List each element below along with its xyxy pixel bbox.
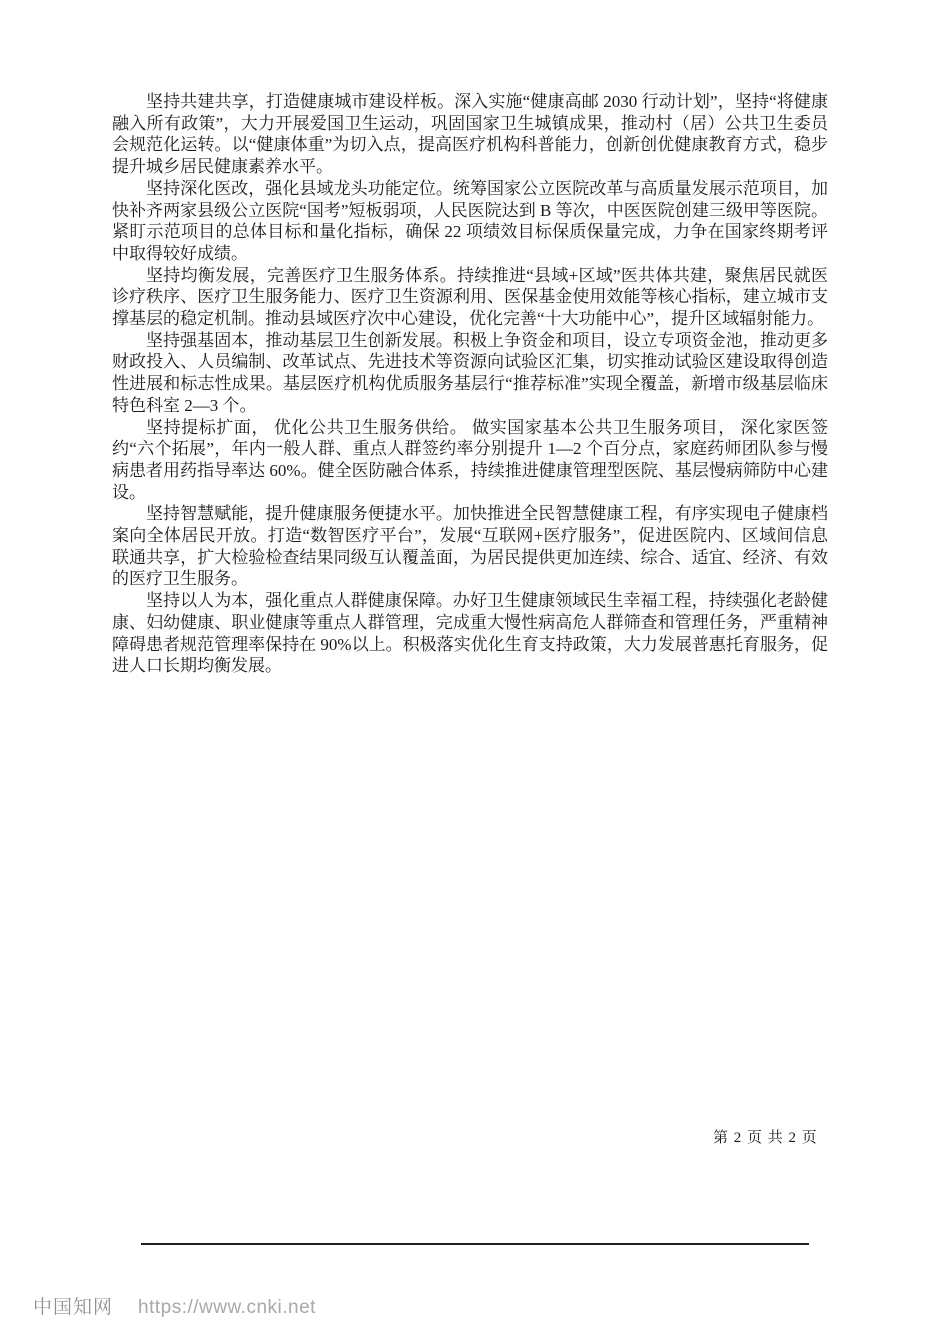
paragraph-medical-reform: 坚持深化医改，强化县域龙头功能定位。统筹国家公立医院改革与高质量发展示范项目，加快补齐两家县级公立医院“国考”短板弱项，人民医院达到 B 等次，中医医院创建三级甲等医院。紧盯示范项目的总体目标和量化指标，确保 22 项绩效目标保质保量完成，力争在国家终期考评中取得较好成绩。 — [112, 178, 828, 263]
cnki-logo-text: 中国知网 — [33, 1297, 114, 1318]
page-number: 第 2 页 共 2 页 — [713, 1130, 818, 1146]
paragraph-smart-health: 坚持智慧赋能，提升健康服务便捷水平。加快推进全民智慧健康工程，有序实现电子健康档案向全体居民开放。打造“数智医疗平台”，发展“互联网+医疗服务”，促进医院内、区域间信息联通共享，扩大检验检查结果同级互认覆盖面，为居民提供更加连续、综合、适宜、经济、有效的医疗卫生服务。 — [112, 504, 828, 589]
cnki-url-text: https://www.cnki.net — [138, 1297, 316, 1318]
document-body — [112, 91, 828, 677]
paragraph-people-oriented: 坚持以人为本，强化重点人群健康保障。办好卫生健康领域民生幸福工程，持续强化老龄健康、妇幼健康、职业健康等重点人群管理，完成重大慢性病高危人群筛查和管理任务，严重精神障碍患者规范管理率保持在 90%以上。积极落实优化生育支持政策，大力发展普惠托育服务，促进人口长期均衡发展。 — [112, 591, 828, 676]
paragraph-balanced-development: 坚持均衡发展，完善医疗卫生服务体系。持续推进“县域+区域”医共体共建，聚焦居民就医诊疗秩序、医疗卫生服务能力、医疗卫生资源利用、医保基金使用效能等核心指标，建立城市支撑基层的稳定机制。推动县域医疗次中心建设，优化完善“十大功能中心”，提升区域辐射能力。 — [112, 265, 828, 329]
footer-divider-line — [141, 1243, 809, 1245]
paragraph-grassroots-foundation: 坚持强基固本，推动基层卫生创新发展。积极上争资金和项目，设立专项资金池，推动更多财政投入、人员编制、改革试点、先进技术等资源向试验区汇集，切实推动试验区建设取得创造性进展和标志性成果。基层医疗机构优质服务基层行“推荐标准”实现全覆盖，新增市级基层临床特色科室 2—3 个。 — [112, 330, 828, 415]
cnki-watermark — [33, 1292, 316, 1319]
paragraph-public-health-supply: 坚持提标扩面， 优化公共卫生服务供给。 做实国家基本公共卫生服务项目， 深化家医签约“六个拓展”，年内一般人群、重点人群签约率分别提升 1—2 个百分点，家庭药师团队参与慢病患者用药指导率达 60%。健全医防融合体系，持续推进健康管理型医院、基层慢病筛防中心建设。 — [112, 417, 828, 502]
paragraph-health-city: 坚持共建共享，打造健康城市建设样板。深入实施“健康高邮 2030 行动计划”，坚持“将健康融入所有政策”，大力开展爱国卫生运动，巩固国家卫生城镇成果，推动村（居）公共卫生委员会规范化运转。以“健康体重”为切入点，提高医疗机构科普能力，创新创优健康教育方式，稳步提升城乡居民健康素养水平。 — [112, 92, 828, 177]
